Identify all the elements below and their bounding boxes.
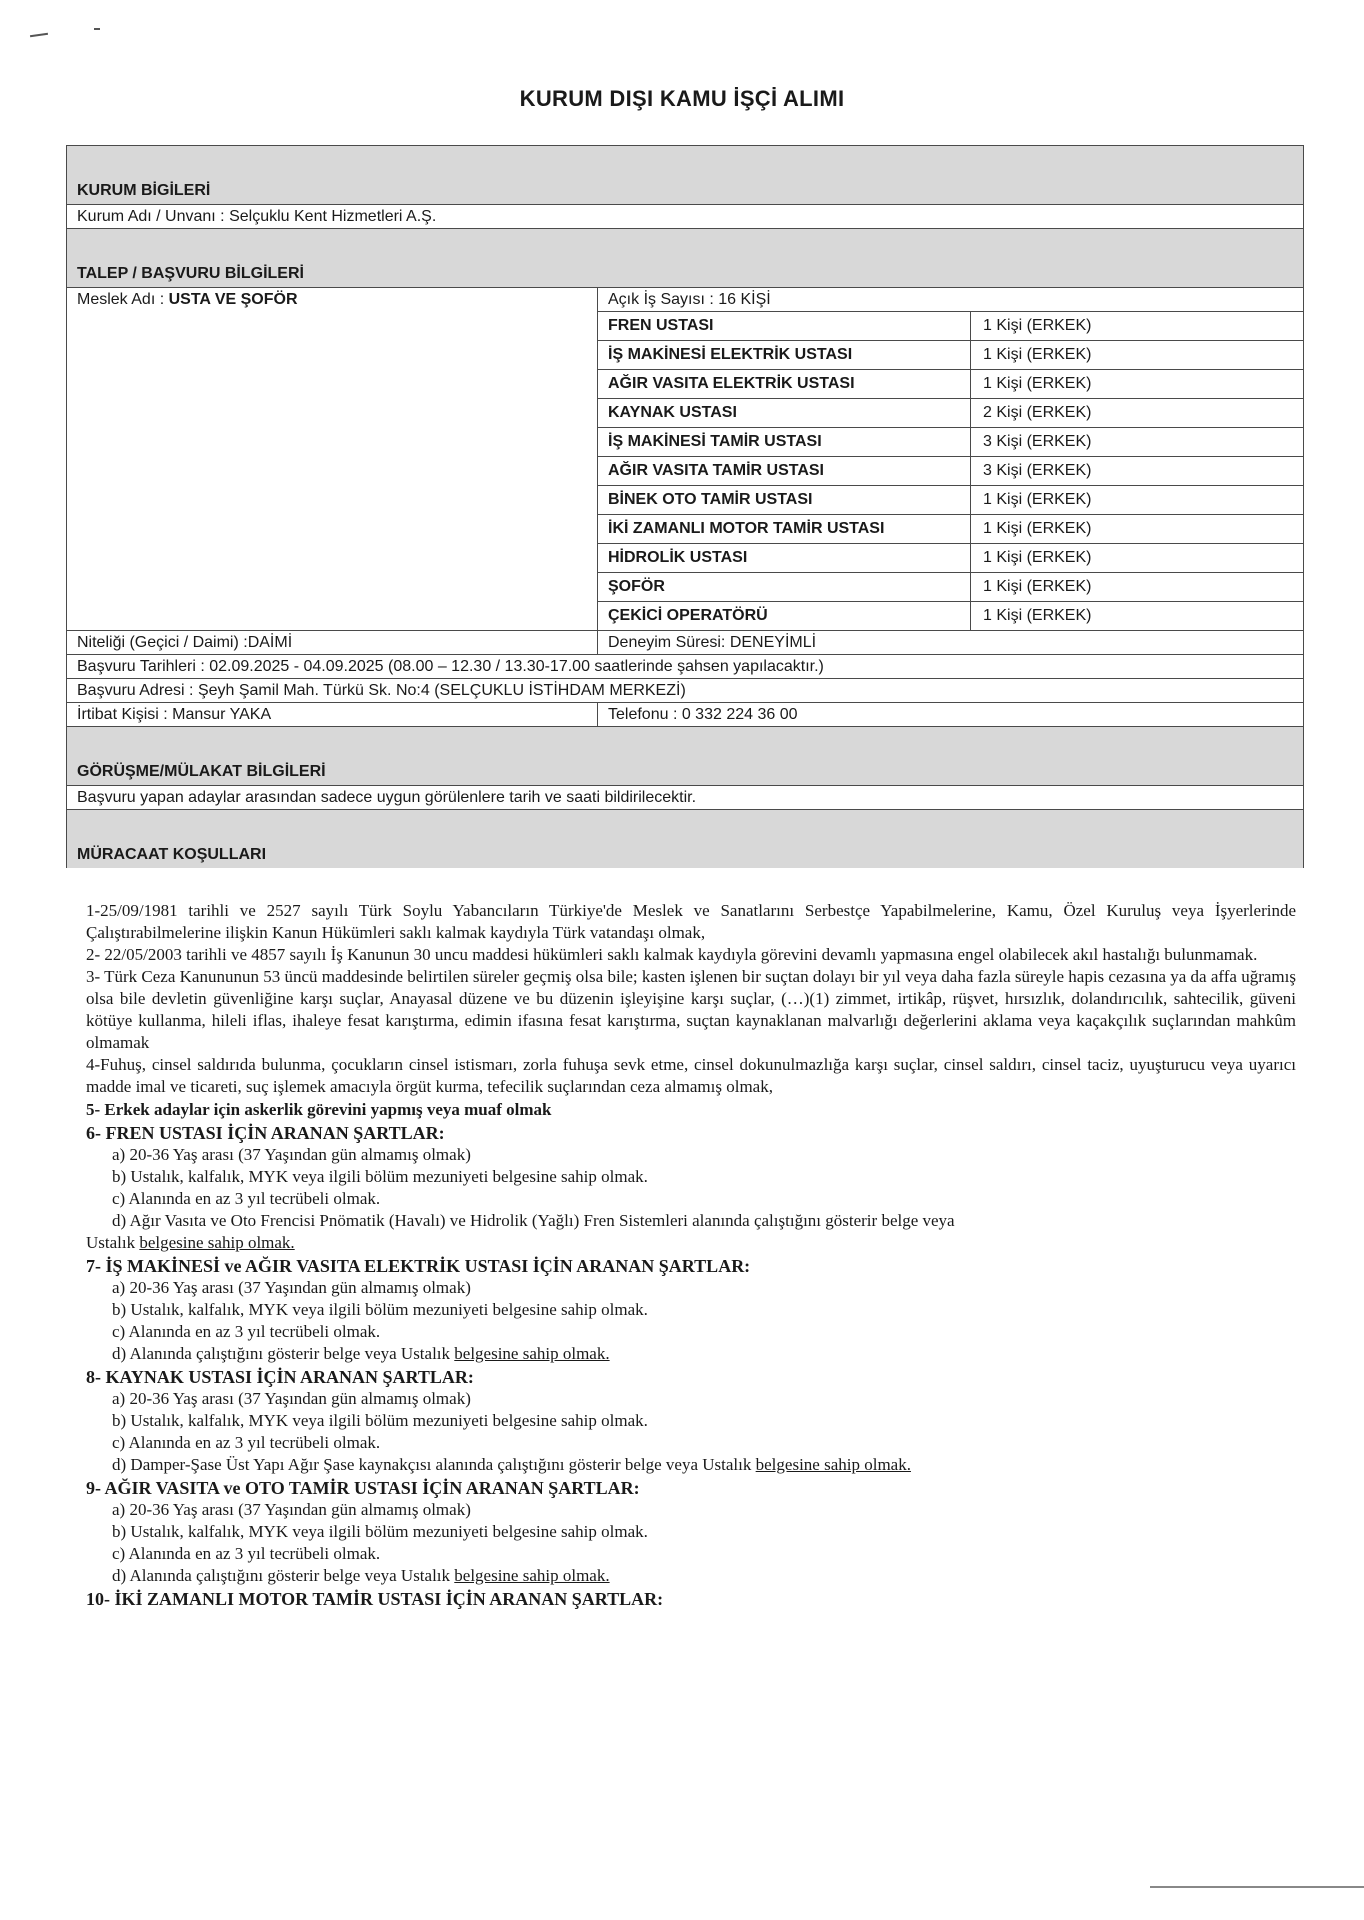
section-7-b: b) Ustalık, kalfalık, MYK veya ilgili bölüm mezuniyeti belgesine sahip olmak. — [112, 1300, 648, 1319]
job-name: HİDROLİK USTASI — [598, 544, 971, 572]
gorusme-heading-row — [67, 727, 1303, 786]
job-row — [598, 312, 1303, 341]
job-row — [598, 457, 1303, 486]
irtibat-kisisi: İrtibat Kişisi : Mansur YAKA — [67, 703, 598, 726]
deneyim: Deneyim Süresi: DENEYİMLİ — [608, 634, 817, 651]
job-name: FREN USTASI — [598, 312, 971, 340]
section-6-a: a) 20-36 Yaş arası (37 Yaşından gün almamış olmak) — [112, 1145, 471, 1164]
meslek-cell — [67, 288, 598, 630]
scan-mark — [94, 28, 100, 30]
talep-row — [67, 288, 1303, 631]
section-6-d-cont — [86, 1232, 1296, 1254]
job-count: 1 Kişi (ERKEK) — [983, 520, 1092, 537]
section-6-d-underlined: belgesine sahip olmak. — [139, 1233, 295, 1252]
section-8-d — [86, 1454, 1296, 1476]
section-7-d — [86, 1343, 1296, 1365]
section-7-d-text: d) Alanında çalıştığını gösterir belge veya Ustalık — [112, 1344, 455, 1363]
condition-4: 4-Fuhuş, cinsel saldırıda bulunma, çocukların cinsel istismarı, zorla fuhuşa sevk etme, cinsel dokunulmazlığa karşı suçlar, cinsel saldırı, cinsel taciz, uyuşturucu veya uyarıcı madde imal ve ticareti, suç işlemek amacıyla örgüt kurma, tefecilik suçlarından ceza almamış olmak, — [86, 1055, 1296, 1096]
section-7-d-underlined: belgesine sahip olmak. — [454, 1344, 610, 1363]
nitelik-row — [67, 631, 1303, 655]
section-8-heading: 8- KAYNAK USTASI İÇİN ARANAN ŞARTLAR: — [86, 1367, 474, 1387]
talep-heading-row — [67, 229, 1303, 288]
job-name: İKİ ZAMANLI MOTOR TAMİR USTASI — [598, 515, 971, 543]
job-count: 2 Kişi (ERKEK) — [983, 404, 1092, 421]
job-count: 1 Kişi (ERKEK) — [983, 578, 1092, 595]
job-row — [598, 544, 1303, 573]
kurum-name-row: Kurum Adı / Unvanı : Selçuklu Kent Hizmetleri A.Ş. — [67, 205, 1303, 229]
application-form-table — [66, 145, 1304, 868]
kurum-heading-row — [67, 146, 1303, 205]
job-row — [598, 573, 1303, 602]
job-count: 1 Kişi (ERKEK) — [983, 317, 1092, 334]
job-name: ÇEKİCİ OPERATÖRÜ — [598, 602, 971, 630]
job-row — [598, 399, 1303, 428]
section-7-c: c) Alanında en az 3 yıl tecrübeli olmak. — [112, 1322, 381, 1341]
acik-is-sayisi: Açık İş Sayısı : 16 KİŞİ — [598, 288, 1303, 312]
basvuru-adresi: Başvuru Adresi : Şeyh Şamil Mah. Türkü Sk. No:4 (SELÇUKLU İSTİHDAM MERKEZİ) — [67, 679, 1303, 703]
job-count: 3 Kişi (ERKEK) — [983, 433, 1092, 450]
meslek-value: USTA VE ŞOFÖR — [168, 291, 298, 308]
job-count: 1 Kişi (ERKEK) — [983, 607, 1092, 624]
job-name: ŞOFÖR — [598, 573, 971, 601]
section-8-d-text: d) Damper-Şase Üst Yapı Ağır Şase kaynakçısı alanında çalıştığını gösterir belge veya Ustalık — [112, 1455, 756, 1474]
job-row — [598, 515, 1303, 544]
job-name: KAYNAK USTASI — [598, 399, 971, 427]
job-name: İŞ MAKİNESİ ELEKTRİK USTASI — [598, 341, 971, 369]
jobs-cell — [598, 288, 1303, 630]
section-6-heading: 6- FREN USTASI İÇİN ARANAN ŞARTLAR: — [86, 1123, 445, 1143]
basvuru-tarihleri: Başvuru Tarihleri : 02.09.2025 - 04.09.2025 (08.00 – 12.30 / 13.30-17.00 saatlerinde şahsen yapılacaktır.) — [67, 655, 1303, 679]
gorusme-heading: GÖRÜŞME/MÜLAKAT BİLGİLERİ — [77, 763, 326, 780]
section-8-b: b) Ustalık, kalfalık, MYK veya ilgili bölüm mezuniyeti belgesine sahip olmak. — [112, 1411, 648, 1430]
section-8-a: a) 20-36 Yaş arası (37 Yaşından gün almamış olmak) — [112, 1389, 471, 1408]
section-9-d-underlined: belgesine sahip olmak. — [454, 1566, 610, 1585]
job-row — [598, 486, 1303, 515]
meslek-label: Meslek Adı : — [77, 291, 169, 308]
section-9-c: c) Alanında en az 3 yıl tecrübeli olmak. — [112, 1544, 381, 1563]
condition-1: 1-25/09/1981 tarihli ve 2527 sayılı Türk Soylu Yabancıların Türkiye'de Meslek ve Sanatlarını Serbestçe Yapabilmelerine, Kamu, Özel Kuruluş veya İşyerlerinde Çalıştırabilmelerine ilişkin Kanun Hükümleri saklı kalmak kaydıyla Türk vatandaşı olmak, — [86, 901, 1296, 942]
irtibat-row — [67, 703, 1303, 727]
section-6-b: b) Ustalık, kalfalık, MYK veya ilgili bölüm mezuniyeti belgesine sahip olmak. — [112, 1167, 648, 1186]
job-count: 3 Kişi (ERKEK) — [983, 462, 1092, 479]
muracaat-heading: MÜRACAAT KOŞULLARI — [77, 846, 267, 863]
job-name: BİNEK OTO TAMİR USTASI — [598, 486, 971, 514]
section-7-heading: 7- İŞ MAKİNESİ ve AĞIR VASITA ELEKTRİK USTASI İÇİN ARANAN ŞARTLAR: — [86, 1256, 751, 1276]
job-name: AĞIR VASITA TAMİR USTASI — [598, 457, 971, 485]
job-count: 1 Kişi (ERKEK) — [983, 491, 1092, 508]
gorusme-text: Başvuru yapan adaylar arasından sadece uygun görülenlere tarih ve saati bildirilecektir. — [67, 786, 1303, 810]
condition-3: 3- Türk Ceza Kanununun 53 üncü maddesinde belirtilen süreler geçmiş olsa bile; kasten işlenen bir suçtan dolayı bir yıl veya daha fazla süreyle hapis cezasına ya da affa uğramış olsa bile devletin güvenliğine karşı suçlar, Anayasal düzene ve bu düzenin işleyişine karşı suçlar, (…)(1) zimmet, irtikâp, rüşvet, hırsızlık, dolandırıcılık, sahtecilik, güveni kötüye kullanma, hileli iflas, ihaleye fesat karıştırma, edimin ifasına fesat karıştırma, suçtan kaynaklanan malvarlığı değerlerini aklama veya kaçakçılık suçlarından mahkûm olmamak — [86, 967, 1296, 1052]
conditions-body — [86, 900, 1296, 1610]
job-name: AĞIR VASITA ELEKTRİK USTASI — [598, 370, 971, 398]
scan-mark — [30, 33, 48, 37]
job-row — [598, 428, 1303, 457]
section-6-c: c) Alanında en az 3 yıl tecrübeli olmak. — [112, 1189, 381, 1208]
condition-2: 2- 22/05/2003 tarihli ve 4857 sayılı İş Kanunun 30 uncu maddesi hükümleri saklı kalmak kaydıyla görevini devamlı yapmasına engel olabilecek akıl hastalığı bulunmamak. — [86, 945, 1258, 964]
job-row — [598, 602, 1303, 630]
job-row — [598, 341, 1303, 370]
section-10-heading: 10- İKİ ZAMANLI MOTOR TAMİR USTASI İÇİN ARANAN ŞARTLAR: — [86, 1589, 664, 1609]
page-title: KURUM DIŞI KAMU İŞÇİ ALIMI — [519, 86, 845, 111]
scan-mark — [1150, 1886, 1364, 1888]
section-9-b: b) Ustalık, kalfalık, MYK veya ilgili bölüm mezuniyeti belgesine sahip olmak. — [112, 1522, 648, 1541]
kurum-heading: KURUM BİGİLERİ — [77, 182, 211, 199]
job-count: 1 Kişi (ERKEK) — [983, 549, 1092, 566]
job-count: 1 Kişi (ERKEK) — [983, 375, 1092, 392]
section-9-heading: 9- AĞIR VASITA ve OTO TAMİR USTASI İÇİN ARANAN ŞARTLAR: — [86, 1478, 640, 1498]
section-9-a: a) 20-36 Yaş arası (37 Yaşından gün almamış olmak) — [112, 1500, 471, 1519]
condition-5: 5- Erkek adaylar için askerlik görevini yapmış veya muaf olmak — [86, 1100, 552, 1119]
niteligi: Niteliği (Geçici / Daimi) :DAİMİ — [67, 631, 598, 654]
job-row — [598, 370, 1303, 399]
section-9-d-text: d) Alanında çalıştığını gösterir belge veya Ustalık — [112, 1566, 455, 1585]
section-8-c: c) Alanında en az 3 yıl tecrübeli olmak. — [112, 1433, 381, 1452]
telefon: Telefonu : 0 332 224 36 00 — [608, 706, 798, 723]
section-9-d — [86, 1565, 1296, 1587]
section-7-a: a) 20-36 Yaş arası (37 Yaşından gün almamış olmak) — [112, 1278, 471, 1297]
muracaat-heading-row — [67, 810, 1303, 868]
section-8-d-underlined: belgesine sahip olmak. — [755, 1455, 911, 1474]
job-count: 1 Kişi (ERKEK) — [983, 346, 1092, 363]
job-name: İŞ MAKİNESİ TAMİR USTASI — [598, 428, 971, 456]
talep-heading: TALEP / BAŞVURU BİLGİLERİ — [77, 265, 304, 282]
section-6-d-prefix: Ustalık — [86, 1233, 140, 1252]
section-6-d: d) Ağır Vasıta ve Oto Frencisi Pnömatik (Havalı) ve Hidrolik (Yağlı) Fren Sistemleri alanında çalıştığını gösterir belge veya — [112, 1211, 955, 1230]
